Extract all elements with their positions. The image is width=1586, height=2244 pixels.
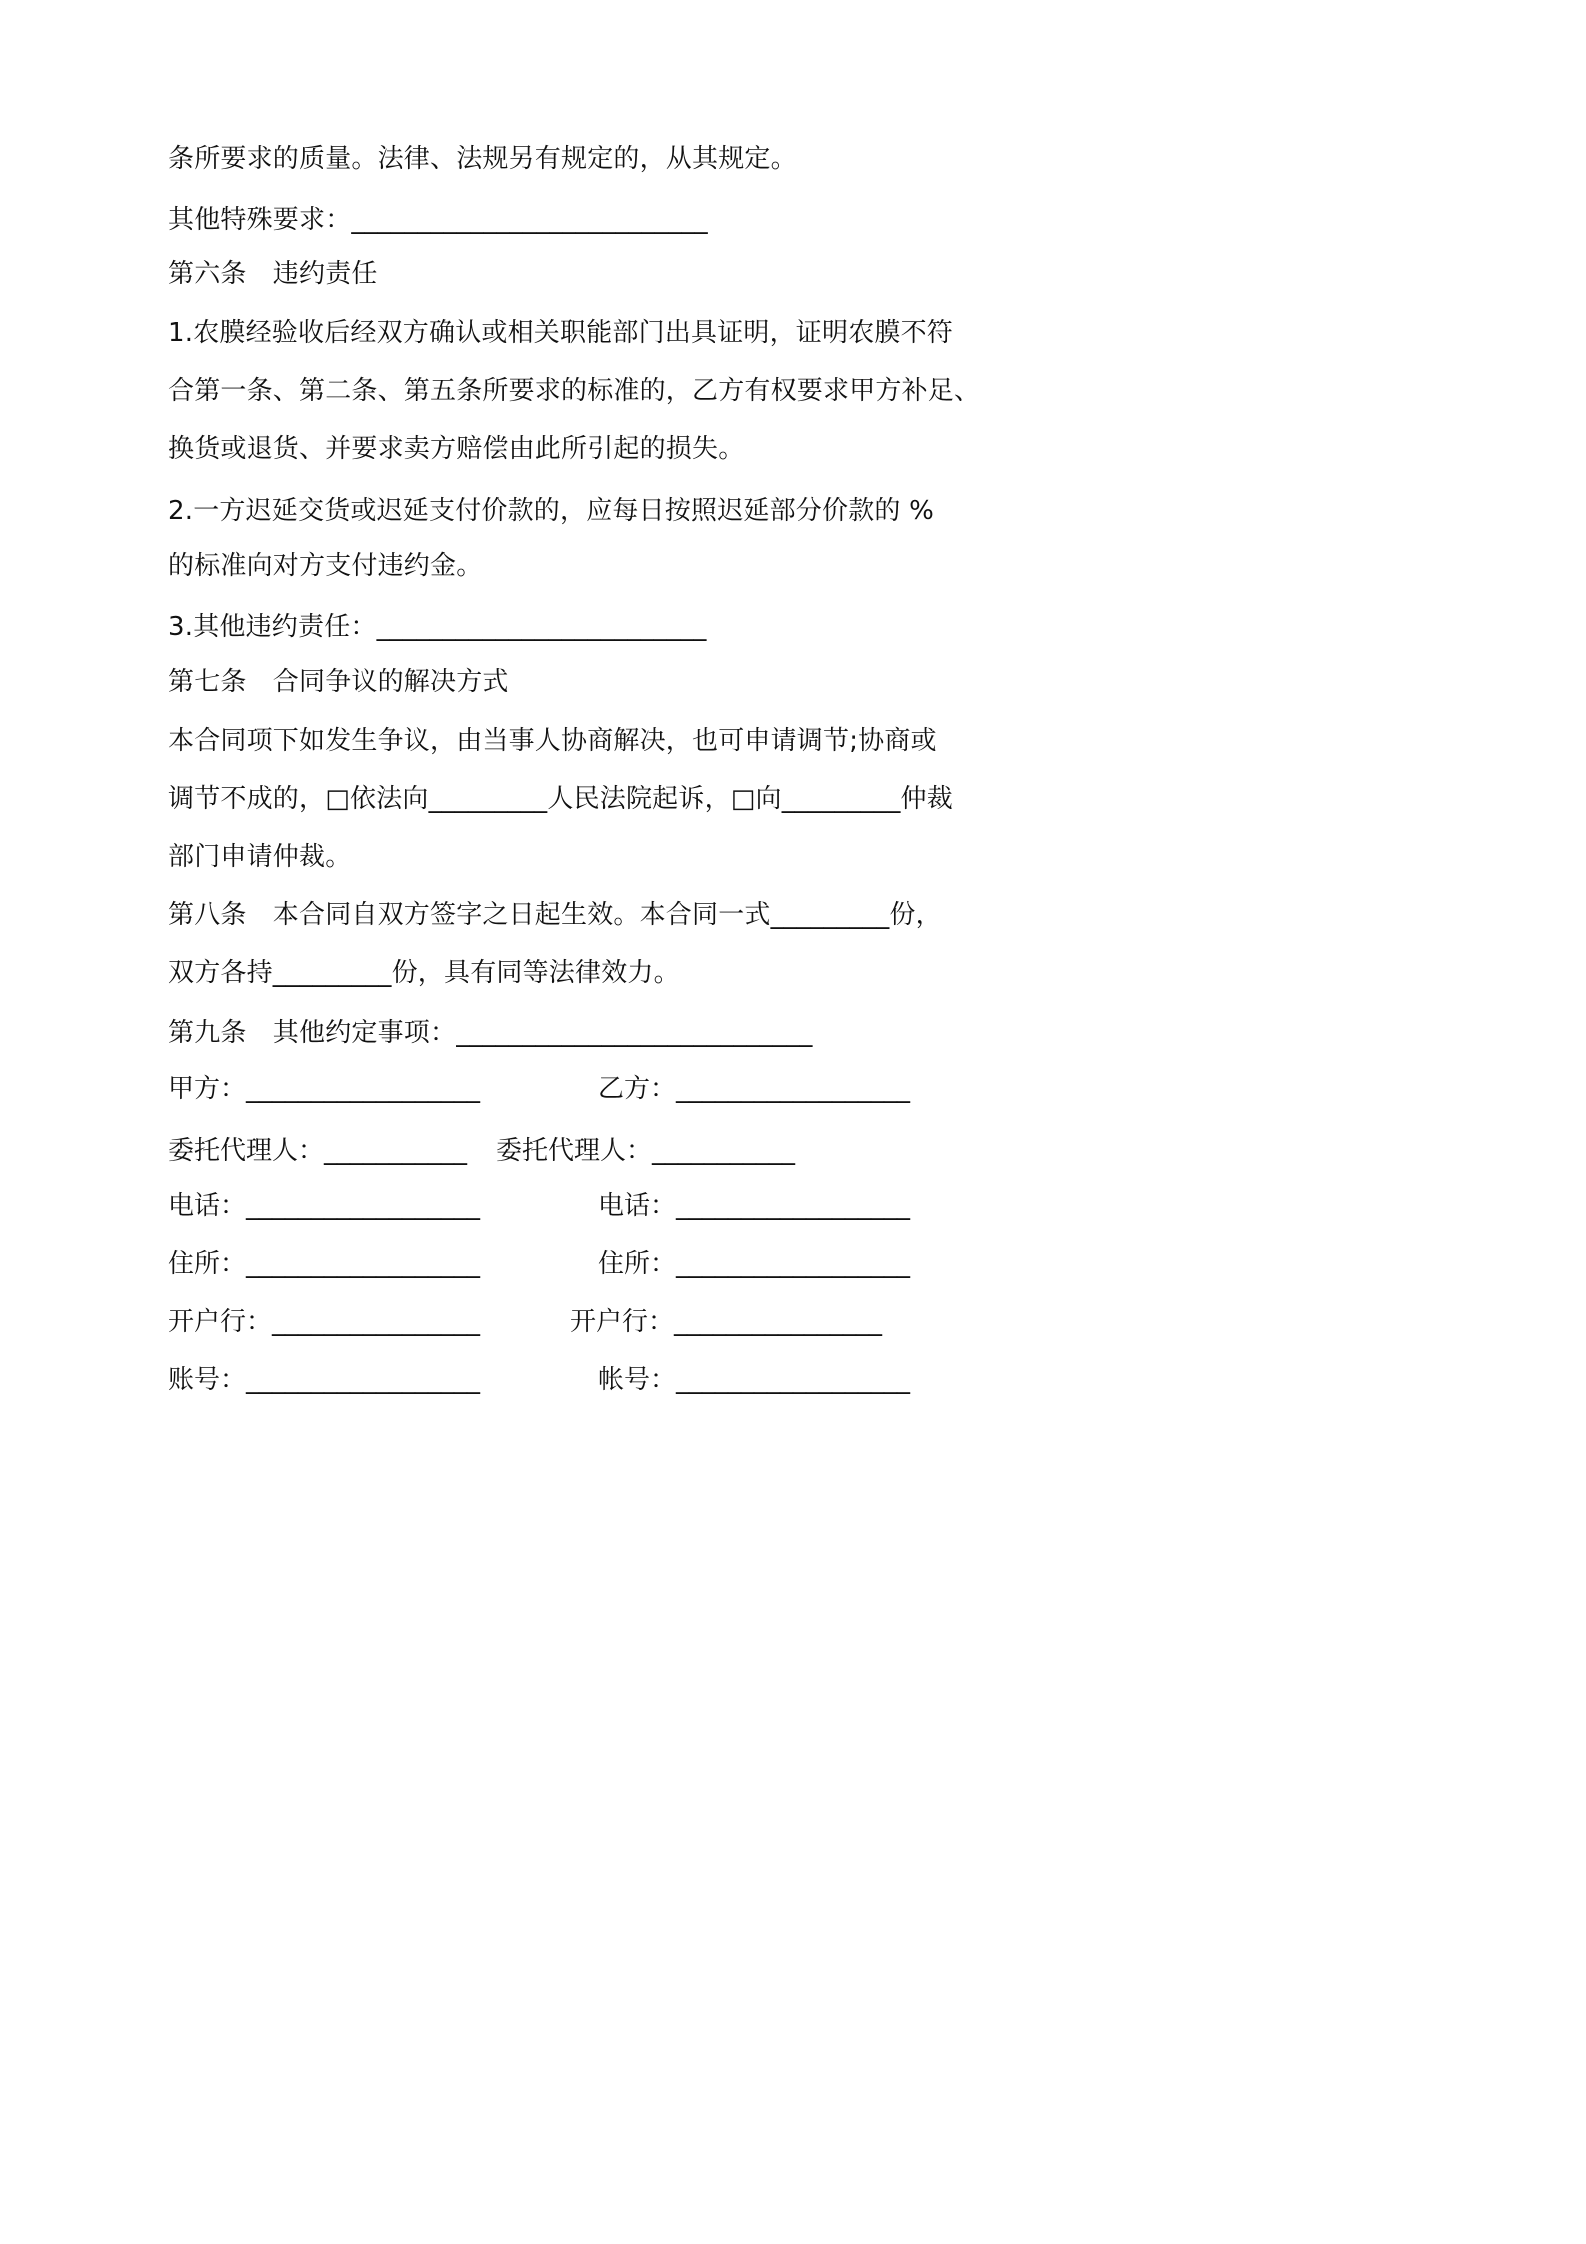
party-a-address-field: 住所：__________________ (168, 1249, 481, 1279)
article-6-item-3: 3.其他违约责任：_________________________ (168, 612, 707, 642)
article-7-heading: 第七条 合同争议的解决方式 (168, 667, 509, 697)
party-b-field: 乙方：__________________ (598, 1074, 911, 1104)
article-7-text-line-1: 本合同项下如发生争议，由当事人协商解决，也可申请调节;协商或 (168, 726, 937, 756)
party-a-field: 甲方：__________________ (168, 1074, 481, 1104)
party-b-address-field: 住所：__________________ (598, 1249, 911, 1279)
article-9-line: 第九条 其他约定事项：___________________________ (168, 1018, 813, 1048)
party-b-bank-field: 开户行：________________ (570, 1307, 883, 1337)
party-b-agent-field: 委托代理人：___________ (496, 1136, 796, 1166)
article-7-text-line-2: 调节不成的，□依法向_________人民法院起诉，□向_________仲裁 (168, 784, 953, 814)
article-6-item-1-line-2: 合第一条、第二条、第五条所要求的标准的，乙方有权要求甲方补足、 (168, 376, 981, 406)
clause-text-line: 条所要求的质量。法律、法规另有规定的，从其规定。 (168, 144, 797, 174)
article-6-item-1-line-3: 换货或退货、并要求卖方赔偿由此所引起的损失。 (168, 434, 745, 464)
special-requirements-line: 其他特殊要求：___________________________ (168, 205, 708, 235)
article-6-item-2-line-1: 2.一方迟延交货或迟延支付价款的，应每日按照迟延部分价款的 % (168, 496, 934, 526)
document-page (0, 0, 1106, 1553)
party-a-agent-field: 委托代理人：___________ (168, 1136, 468, 1166)
article-6-heading: 第六条 违约责任 (168, 259, 378, 289)
party-b-account-field: 帐号：__________________ (598, 1365, 911, 1395)
article-8-line-1: 第八条 本合同自双方签字之日起生效。本合同一式_________份， (168, 900, 942, 930)
party-b-phone-field: 电话：__________________ (598, 1191, 911, 1221)
party-a-account-field: 账号：__________________ (168, 1365, 481, 1395)
article-6-item-2-line-2: 的标准向对方支付违约金。 (168, 551, 483, 581)
article-6-item-1-line-1: 1.农膜经验收后经双方确认或相关职能部门出具证明，证明农膜不符 (168, 318, 954, 348)
article-8-line-2: 双方各持_________份，具有同等法律效力。 (168, 958, 680, 988)
article-7-text-line-3: 部门申请仲裁。 (168, 842, 352, 872)
party-a-bank-field: 开户行：________________ (168, 1307, 481, 1337)
party-a-phone-field: 电话：__________________ (168, 1191, 481, 1221)
